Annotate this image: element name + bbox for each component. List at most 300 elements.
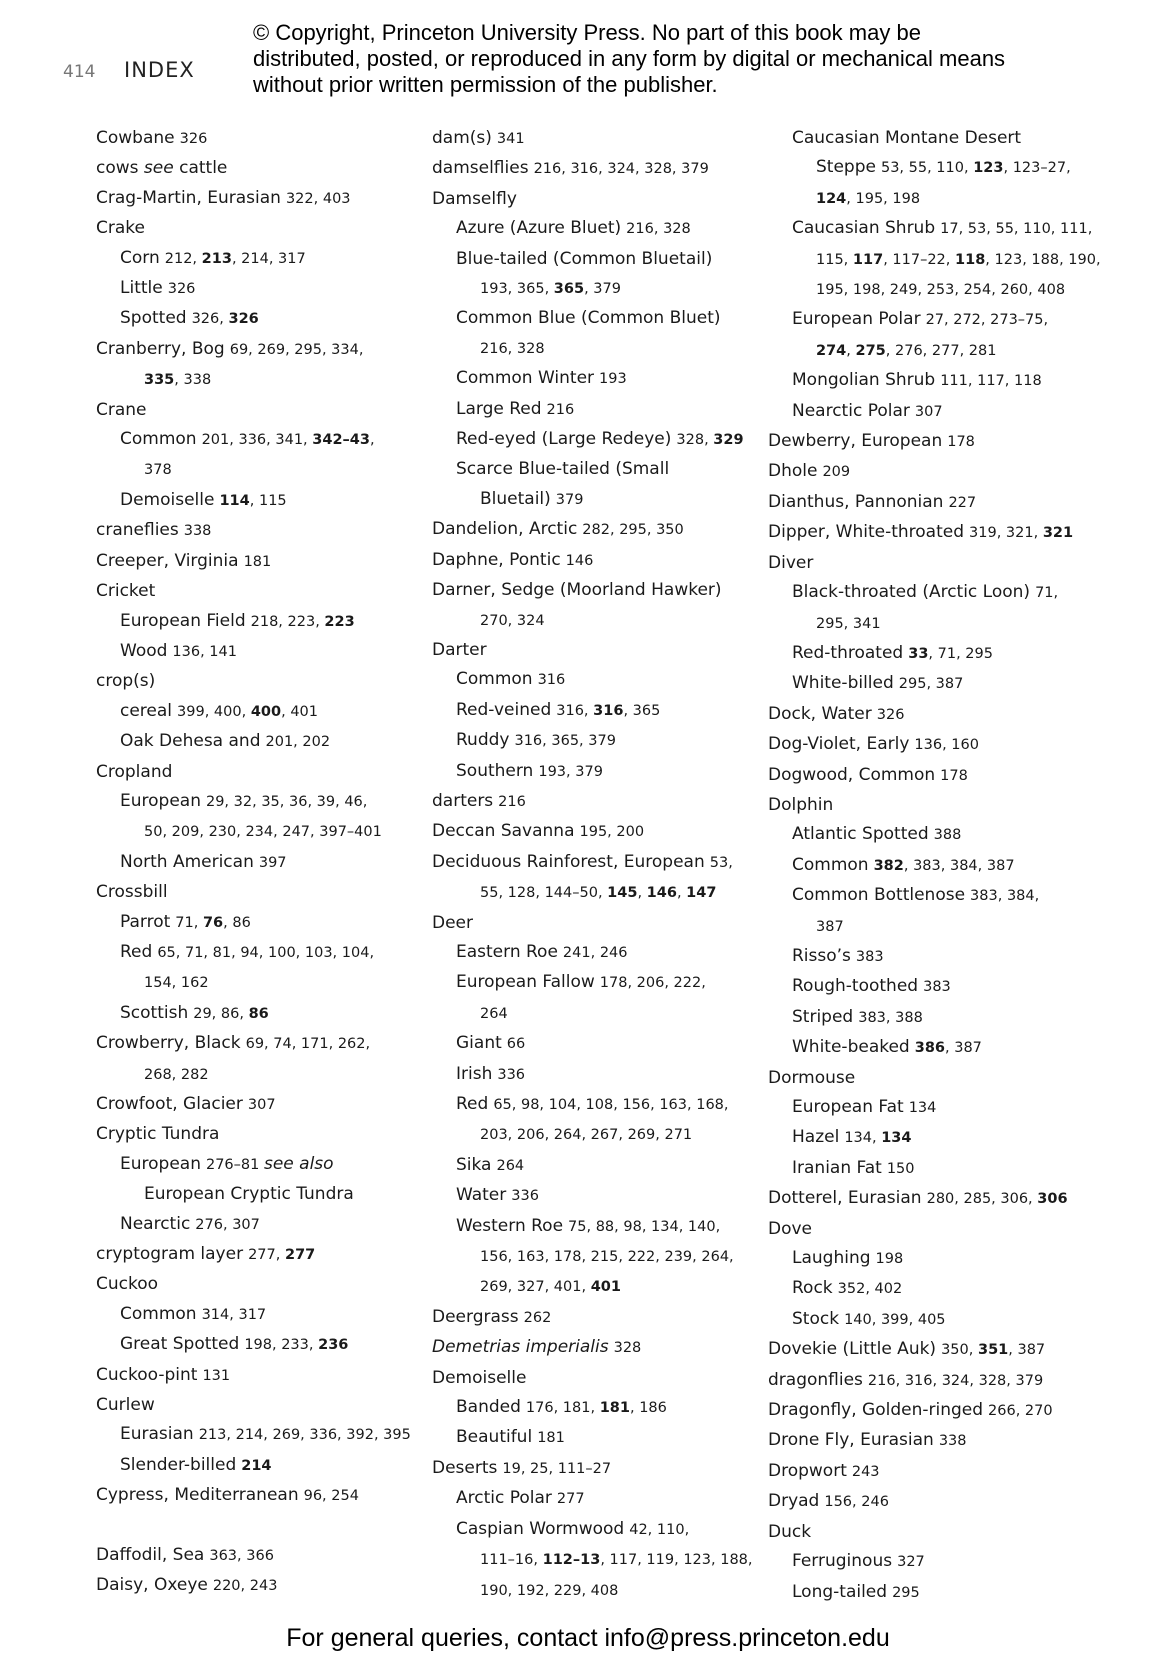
entry-term: Sika [456,1154,492,1175]
entry-term: Cropland [96,761,173,782]
illustration-page-ref: 275 [855,342,886,359]
entry-term: Damselfly [432,188,517,209]
entry-term: Common Winter [456,368,595,389]
index-subentry [768,609,1113,639]
entry-term: Water [456,1185,507,1206]
index-entry [96,335,436,365]
page-refs: 17, 53, 55, 110, 111, [940,221,1093,238]
index-subentry [768,942,1113,972]
section-title: INDEX [124,58,195,82]
page-refs: 216, 328 [480,340,545,357]
page-refs: 270, 324 [480,612,545,629]
page-refs: 338 [183,523,212,540]
page-refs: 322, 403 [285,190,351,207]
index-entry [96,154,436,183]
index-entry [432,1303,772,1333]
index-entry [768,1366,1113,1396]
illustration-page-ref: 335 [144,372,175,389]
page-refs: 115, [816,251,853,268]
page-refs: 195, 198, 249, 253, 254, 260, 408 [816,282,1066,299]
index-subentry [768,124,1113,153]
page-refs: 150 [886,1160,915,1177]
page-refs: 134, [844,1130,882,1147]
page-refs: 277 [556,1491,585,1508]
page-refs: 50, 209, 230, 234, 247, 397–401 [144,824,382,841]
entry-term: Laughing [792,1248,871,1269]
index-subentry [768,669,1113,699]
index-entry [96,667,436,696]
entry-term: Crake [96,218,145,239]
entry-term: European Field [120,610,246,631]
index-subentry [768,851,1113,881]
entry-term: darters [432,790,494,811]
page-refs: , [846,342,856,359]
page-refs: 295, 341 [816,615,881,632]
index-subentry [96,1180,436,1209]
page-refs: 295 [892,1584,920,1601]
page-refs: , 117, 119, 123, 188, [600,1552,753,1569]
page-refs: 216 [498,793,526,810]
index-entry [768,1457,1113,1487]
page-refs: 378 [144,462,172,479]
page-refs: 140, 399, 405 [844,1311,946,1328]
entry-term: Dropwort [768,1460,847,1481]
index-subentry [96,1150,436,1180]
entry-term: Darter [432,639,487,660]
page-refs: 190, 192, 229, 408 [480,1582,619,1599]
index-subentry [96,787,436,817]
index-subentry [432,1151,772,1181]
entry-term: Oak Dehesa and [120,731,261,752]
index-subentry [432,757,772,787]
index-subentry [768,1244,1113,1274]
index-entry [96,1240,436,1270]
index-subentry [432,485,772,515]
page-refs: 134 [908,1100,937,1116]
index-entry [96,1270,436,1299]
page-refs: 154, 162 [144,975,209,992]
index-subentry [768,245,1113,275]
page-refs: 53, [709,854,733,871]
index-subentry [432,1515,772,1545]
entry-term: Irish [456,1063,493,1084]
entry-term: Crowberry, Black [96,1033,241,1054]
index-subentry [96,908,436,938]
entry-term: Parrot [120,911,171,932]
entry-term: European [120,1153,201,1174]
page-refs: 69, 74, 171, 262, [245,1036,371,1053]
page-refs: 336 [497,1066,526,1083]
page-refs: 383 [923,979,951,996]
index-subentry [432,334,772,364]
index-entry [768,1487,1113,1517]
index-entry [768,1396,1113,1426]
entry-term: Common [456,669,533,690]
entry-term: Little [120,278,163,299]
index-subentry [432,1423,772,1453]
index-subentry [432,364,772,394]
page-refs: 212, [164,250,202,267]
entry-term: Risso’s [792,945,851,966]
entry-term: Diver [768,552,814,573]
index-subentry [432,1576,772,1606]
index-entry [432,636,772,665]
index-subentry [432,878,772,908]
entry-term: Crane [96,399,147,420]
index-subentry [96,727,436,757]
page-refs: 55, 128, 144–50, [480,885,608,902]
index-subentry [96,1420,436,1450]
page-refs: 262 [523,1309,552,1326]
page-refs: 319, 321, [969,525,1043,542]
page-refs: 341 [496,131,525,147]
entry-term: cattle [173,158,228,179]
page-refs: 146 [565,552,594,569]
index-subentry [432,214,772,244]
index-entry [768,1064,1113,1093]
entry-term: Rock [792,1278,833,1299]
index-subentry [768,639,1113,669]
page-refs: 53, 55, 110, [880,160,974,177]
entry-term: Cuckoo [96,1274,159,1295]
entry-term: Dormouse [768,1067,856,1088]
page-refs: , 276, 277, 281 [885,342,997,359]
page-refs: 316, [556,702,594,719]
entry-term: Cowbane [96,128,175,148]
entry-term: Eastern Roe [456,941,558,962]
entry-term: Red-eyed (Large Redeye) [456,429,672,450]
page-refs: 326, [191,311,229,328]
illustration-page-ref: 123 [973,160,1004,177]
index-subentry [96,244,436,274]
index-subentry [432,455,772,484]
page-refs: 75, 88, 98, 134, 140, [568,1218,721,1235]
entry-term: Red [456,1094,489,1114]
page-refs: 383 [855,948,884,965]
page-refs: 276–81 [205,1156,264,1173]
entry-term: Common Bottlenose [792,885,966,906]
entry-term: Dragonfly, Golden-ringed [768,1400,984,1421]
entry-term: Giant [456,1033,502,1054]
entry-term: cows [96,158,144,179]
page-refs: 111, 117, 118 [940,373,1042,390]
illustration-page-ref: 351 [977,1342,1009,1359]
page-refs: 295, 387 [898,676,964,693]
index-subentry [432,304,772,333]
entry-term: Southern [456,760,534,781]
index-entry [96,1120,436,1149]
page-refs: 314, 317 [201,1306,267,1323]
entry-term: Deer [432,912,473,933]
entry-term: Long-tailed [792,1581,888,1602]
page-refs: 66 [506,1036,526,1053]
index-subentry [768,1123,1113,1153]
index-subentry [96,304,436,334]
illustration-page-ref: 342–43 [312,432,370,449]
page-refs: 277, [248,1247,285,1264]
page-refs: 388 [933,827,962,844]
page-refs: 328, [676,432,714,449]
illustration-page-ref: 124 [816,190,847,207]
entry-term: Large Red [456,398,542,419]
page-refs: 193, 379 [538,763,603,780]
entry-term: Slender-billed [120,1454,237,1475]
index-entry [96,878,436,907]
index-subentry [768,1033,1113,1063]
entry-term: damselflies [432,158,529,179]
index-entry [432,185,772,214]
entry-term: Atlantic Spotted [792,824,929,845]
index-subentry [768,912,1113,942]
page-refs: 181 [537,1430,565,1447]
index-column-2 [432,124,772,1606]
page-number: 414 [63,62,96,82]
entry-term: dam(s) [432,128,492,148]
entry-term: White-beaked [792,1037,910,1058]
index-entry [96,1090,436,1120]
page-refs: 387 [816,918,844,935]
page-refs: 326 [167,281,196,298]
page-refs: 316 [537,672,566,689]
page-refs: , 115 [249,492,287,509]
page-refs: , [637,885,647,902]
entry-term: Ferruginous [792,1551,893,1572]
entry-term: Scarce Blue-tailed (Small [456,459,670,480]
index-subentry [768,972,1113,1002]
index-subentry [96,968,436,998]
page-refs: 29, 32, 35, 36, 39, 46, [205,793,368,810]
illustration-page-ref: 213 [201,250,232,267]
entry-term: Caucasian Shrub [792,218,936,239]
index-subentry [96,425,436,455]
illustration-page-ref: 86 [248,1005,269,1022]
entry-term: Dock, Water [768,703,872,724]
page-refs: , 86 [223,914,251,931]
page-refs: 156, 163, 178, 215, 222, 239, 264, [480,1249,734,1266]
page-refs: 19, 25, 111–27 [502,1460,612,1477]
entry-term: Caspian Wormwood [456,1518,625,1539]
entry-term: Cranberry, Bog [96,338,225,359]
index-subentry [432,1272,772,1302]
page-refs: 198 [875,1251,904,1268]
page-refs: 383, 384, [970,888,1040,905]
index-entry [432,909,772,938]
index-subentry [432,245,772,274]
entry-term: Common Blue (Common Bluet) [456,308,721,329]
copyright-notice: © Copyright, Princeton University Press. No part of this book may be distributed, posted, or reproduced in any form by digital or mechanical means without prior written permission of the publisher. [253,20,1006,97]
entry-term: White-billed [792,673,894,694]
page-refs: 201, 336, 341, [201,432,313,449]
index-subentry [96,486,436,516]
index-subentry [96,817,436,847]
index-subentry [432,1181,772,1211]
entry-term: Striped [792,1006,854,1027]
entry-term: Cuckoo-pint [96,1364,198,1385]
index-entry [768,488,1113,518]
page-refs: 69, 269, 295, 334, [229,341,364,358]
entry-term: Iranian Fat [792,1157,882,1178]
index-entry [96,516,436,546]
illustration-page-ref: 365 [553,281,585,298]
index-subentry [768,153,1113,183]
index-entry [432,515,772,545]
entry-term: Crossbill [96,882,168,903]
illustration-page-ref: 117 [852,251,884,268]
illustration-page-ref: 146 [646,885,677,902]
illustration-page-ref: 382 [873,857,904,874]
page-refs: 227 [948,494,977,511]
page-refs: 218, 223, [250,613,325,630]
entry-term: Deciduous Rainforest, European [432,851,705,872]
index-subentry [768,1578,1113,1608]
page-refs: 264 [480,1005,508,1022]
page-refs: 136, 141 [172,643,237,660]
entry-term: Darner, Sedge (Moorland Hawker) [432,580,722,601]
index-subentry [768,1274,1113,1304]
page-refs: 282, 295, 350 [582,522,684,539]
entry-term: Great Spotted [120,1334,240,1355]
index-subentry [768,1154,1113,1184]
index-subentry [96,999,436,1029]
entry-term: Dove [768,1218,813,1239]
page-refs: 316, 365, 379 [514,733,616,750]
index-entry [96,1541,436,1571]
index-entry [768,761,1113,791]
illustration-page-ref: 134 [881,1130,912,1147]
entry-term: Bluetail) [480,488,551,509]
page-refs: , [369,432,375,449]
index-subentry [432,1060,772,1090]
entry-term: Daphne, Pontic [432,549,561,570]
index-entry [768,730,1113,760]
page-refs: 178 [947,434,975,451]
illustration-page-ref: 118 [955,251,986,268]
page-refs: , 186 [629,1400,667,1417]
index-entry [96,1029,436,1059]
page-refs: , 338 [174,372,212,389]
index-subentry [432,274,772,304]
index-entry [768,1215,1113,1244]
index-subentry [432,425,772,455]
index-entry [768,1184,1113,1214]
index-subentry [96,938,436,968]
page-refs: 399, 400, [177,703,251,720]
entry-term: Dianthus, Pannonian [768,491,944,512]
entry-term: Common [120,429,197,450]
page-refs: 193 [599,371,627,388]
index-subentry [96,697,436,727]
illustration-page-ref: 33 [908,645,929,662]
page-refs: 241, 246 [562,944,628,961]
index-entry [432,848,772,878]
index-entry [432,1364,772,1393]
entry-term: Creeper, Virginia [96,550,239,571]
entry-term: Western Roe [456,1215,564,1236]
page-refs: 65, 71, 81, 94, 100, 103, 104, [157,944,375,961]
illustration-page-ref: 223 [324,613,355,630]
index-subentry [96,365,436,395]
entry-term: Dovekie (Little Auk) [768,1339,937,1360]
index-entry [768,700,1113,730]
page-refs: 266, 270 [988,1403,1053,1420]
entry-term: European [120,790,201,811]
entry-term: Red [120,941,153,962]
entry-term: Scottish [120,1002,189,1023]
entry-term: Wood [120,640,168,661]
entry-term: Caucasian Montane Desert [792,128,1022,148]
index-subentry [768,336,1113,366]
page-refs: , 214, 317 [231,250,306,267]
index-subentry [96,1330,436,1360]
index-subentry [432,1090,772,1120]
entry-term: Hazel [792,1127,840,1148]
page-refs: 156, 246 [824,1494,889,1511]
index-subentry [432,1484,772,1514]
index-entry [96,1361,436,1391]
illustration-page-ref: 277 [284,1247,316,1264]
entry-term: Drone Fly, Eurasian [768,1430,934,1451]
page-refs: 198, 233, [244,1337,319,1354]
italic-term: see also [263,1153,334,1174]
index-subentry [96,848,436,878]
index-entry [432,546,772,576]
index-entry [96,124,436,154]
illustration-page-ref: 274 [816,342,847,359]
index-subentry [432,726,772,756]
index-subentry [768,578,1113,608]
page-refs: 307 [914,403,943,420]
index-subentry [768,1547,1113,1577]
page-refs: 195, 200 [579,824,645,841]
entry-term: Demoiselle [432,1367,527,1388]
illustration-page-ref: 321 [1042,525,1074,542]
page-refs: 181 [243,553,272,570]
index-subentry [96,1451,436,1481]
page-refs: 201, 202 [265,734,331,751]
index-subentry [432,395,772,425]
entry-term: Dotterel, Eurasian [768,1188,922,1209]
index-entry [768,791,1113,820]
entry-term: Blue-tailed (Common Bluetail) [456,248,713,269]
page-refs: 111–16, [480,1552,543,1569]
illustration-page-ref: 400 [250,703,282,720]
page-refs: 131 [202,1367,231,1384]
illustration-page-ref: 76 [202,914,224,931]
page-refs: 65, 98, 104, 108, 156, 163, 168, [493,1097,729,1113]
index-subentry [432,1393,772,1423]
page-refs: 336 [511,1188,539,1205]
entry-term: Dog-Violet, Early [768,734,910,755]
index-entry [768,457,1113,487]
entry-term: Rough-toothed [792,976,919,997]
page-refs: 178, 206, 222, [599,975,706,992]
page-refs: , 387 [1008,1342,1046,1359]
page-refs: 363, 366 [209,1548,274,1565]
page-refs: , 365 [623,702,661,719]
page-refs: 243 [851,1463,880,1480]
page-refs: 136, 160 [914,737,979,754]
index-subentry [432,696,772,726]
index-entry [432,817,772,847]
entry-term: Cryptic Tundra [96,1124,220,1145]
illustration-page-ref: 236 [318,1337,349,1354]
page-refs: 352, 402 [837,1281,903,1298]
entry-term: European Fat [792,1097,904,1117]
index-entry [768,1518,1113,1547]
index-subentry [768,1093,1113,1123]
entry-term: crop(s) [96,671,156,692]
index-subentry [768,305,1113,335]
